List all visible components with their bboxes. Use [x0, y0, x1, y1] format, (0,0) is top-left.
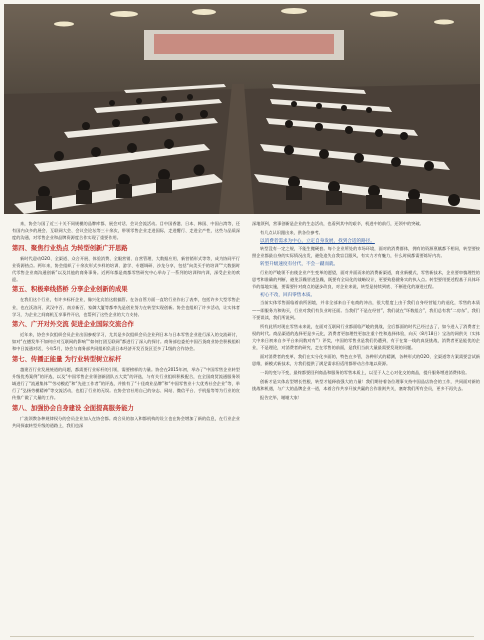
paragraph: 在我们这个行业，有许多标杆企业，像兴化宾馆这般搞管。在各自管方面一直给行业作出了表率，包括许多大型零售企业，也在沃洛河、武汉中百、南京新百、家御大厦等都率先是创业努力在转型实现创新。协会也组织了许多活动，让实体者学习，为企业之间商机互享事件开启，也帮到了这些企业的大力支持。	[12, 297, 240, 317]
paragraph: 一切的变与不变，最终都要回到商品和服务的零售本质上，以至于人之心对化交的商品，提升服务增进消费体验。	[260, 369, 470, 375]
page-divider	[10, 636, 474, 637]
paragraph: 创新才是实体店型增长性根，转型才能释放强大的力量！我们期待着各位理事支持中国品店协会的工作，共同面对新的挑战和机遇，与广大的品牌企业一道，本着合作共享开放共赢的合作准则共关，塞寄我们所有会员，更多不再失去。	[252, 378, 480, 391]
section-heading: 第四、聚焦行业热点 为转型创新广开思路	[12, 244, 128, 252]
subheading: 初心不改，回归零售本质。	[260, 292, 316, 298]
right-column	[252, 220, 480, 403]
conference-hall-photo	[4, 4, 480, 214]
paragraph: 面对消费者的变革，我们在实分化多面的，特色在多管，各种形式的精测，各种形式的O2O、全渠道等方案需要尝试新思维，新模式新技术，方我们提供了满足需求但适用都带动合作地以资源。	[252, 353, 480, 367]
paragraph: 深地领到，营事创新是企业的生态活动，也看到其中的艰辛，机进中的前行，还领中的突破。	[252, 221, 424, 226]
conference-photo	[4, 4, 480, 214]
paragraph: 新时代迎动O2O、全渠道、众合开展、体验消费、全眼营销、自营管理、大数据应用、新营销形式等等，成为协同平行业资源热点。两年来，协会组织了十余次形式多样的培训、游学、专题调研、沙龙分享，包括“向美买手的培训”“大数据时代零售企业商沟通创新”以及其他的商务事务。近两年都是商都零售研究中心举办了一系列的培训和内训，深受企业的欢迎。	[12, 255, 240, 283]
subheading: 以消费者需求为中心，立定自身发展，找到合适的路径。	[260, 238, 375, 244]
paragraph: 有几点认识跟出来，供各位参考。	[260, 229, 323, 235]
section-heading: 第五、积极牵线搭桥 分享企业创新的成果	[12, 286, 128, 294]
section-heading: 第六、广开对外交流 促进企业国际交流合作	[12, 321, 134, 329]
left-column	[12, 220, 240, 431]
section-heading: 第七、传播正能量 为行业转型树立标杆	[12, 355, 122, 363]
paragraph: 当前实体零售面临着前所困境，并非全部来自于电商的冲击，很大程度上由于我们自身经营能力的退化，零售的本质——即服务为和购买，行业对我们有负业时还面。当我们“不是在经营”，我们就在“坏数组合”，我们总有我“二房东”，我们不要误读，我们所说到。	[252, 300, 480, 320]
paragraph: 越建百行业发展统道的问题，都需要行业标杆的引领，需要榜样的力量。协会在2015年初，举办了“中国零售企业转型升级优秀案例”的评选，以及“中国零售企业领创新团队五大奖”的评选，与有关行业组织积极配合，在全国商贸流通服务领域进行了“流通集体”“劳动模范”和“先进工作者”的评选，并推有了“十佳商业品牌”和“中国零售业十大优秀社会企业”等，举行了“弘扬劳模精神”等交流活动，也组了行业的无误。在协会官社用自己的杂志、网站、微信平台、手机报等等为行业的宣传推广做了大量的工作。	[12, 366, 240, 401]
closing-line: 报告完毕，谢谢大家！	[260, 394, 302, 400]
paragraph: 广流领教各种规律权分的会员企业加入在协会都。商合员的加入和都机构的设立也在协会增加了新的信息，在行业企业共同探索转型升级的道路上，我们也深	[12, 415, 240, 428]
paragraph: 转型没有一定之规，不能生搬硬套。每个企业所处的市场环境，面对的消费群体，拥有的资源禀赋都不相同，转型要按照企业都最自身的实际情况出发，避免追失自我盲目跟风，有实力才有魅力，什么时候都需要练好内功。	[252, 246, 480, 259]
paragraph: 近年来，协会多次组织会员企业出国参观学习，尤其是多次组织会员企业到日本与日本零售企业进行深入的交流研讨，如对“在德发华不如何应对互联网的影响”“如何打团互联网”都进行了深入的探讨。商务部也委托中国百货商业协会积极组织和中日流通对话，今年5月，协会与商务部共同组织负责日本经济开发百货区至多了1级的合作协会。	[12, 332, 240, 352]
subheading: 转型升级速度有付代，不会一蹴而就。	[260, 262, 339, 268]
paragraph: 行业的严峻领不由使企业产生变革的愿望，面对并面而来的消费新渠道，商业新模式，零售新技术，企业要审慎理性的思考和准确的判断，避免浮躁冒进急躁，既要有全局化的战略设计，更要致稳健务实的执入点。转型要用要述程基于具体环节的落地实施，要需要针对商点的逐步改良，对企业来说，转型是持续到底、不断进化的渐进过程。	[252, 269, 480, 289]
paragraph: 所有此所对现在零售未来说，在面对互联网行业都面临严峻的挑战，全后都面的时代已经过去了，如今进入了消费者主权的时代。商品渠道的选择更是多元化，消费者更加理性更加注重个性和选择体验，向天（8月18日）宝洁的网供关（实体大中来日初来自多平台来问数对有”）评奖，中国的零售业是我们仍遭到，有于在第一线的真货挑战，消费者更是能优的企业，不是理论，对消费者的研究，走在零售的前面，是我们当前大量最需要发现的问题。	[252, 323, 480, 351]
paragraph: 来，协会与国了近三十关不同规模的品牌库都、展会对话、会议会流活动。目中国香港、日本、韩国、中国台湾等，还有国内众多的展会、互联网大会、会议会论坛等三十余次，带领零售企业走进国际，走进覆行、走进全产性，这些与品质深度的沟通，对零售企业和品牌资源度合作实现了重要作用。	[12, 221, 240, 241]
section-heading: 第八、加强协会自身建设 全面提高服务能力	[12, 404, 134, 412]
